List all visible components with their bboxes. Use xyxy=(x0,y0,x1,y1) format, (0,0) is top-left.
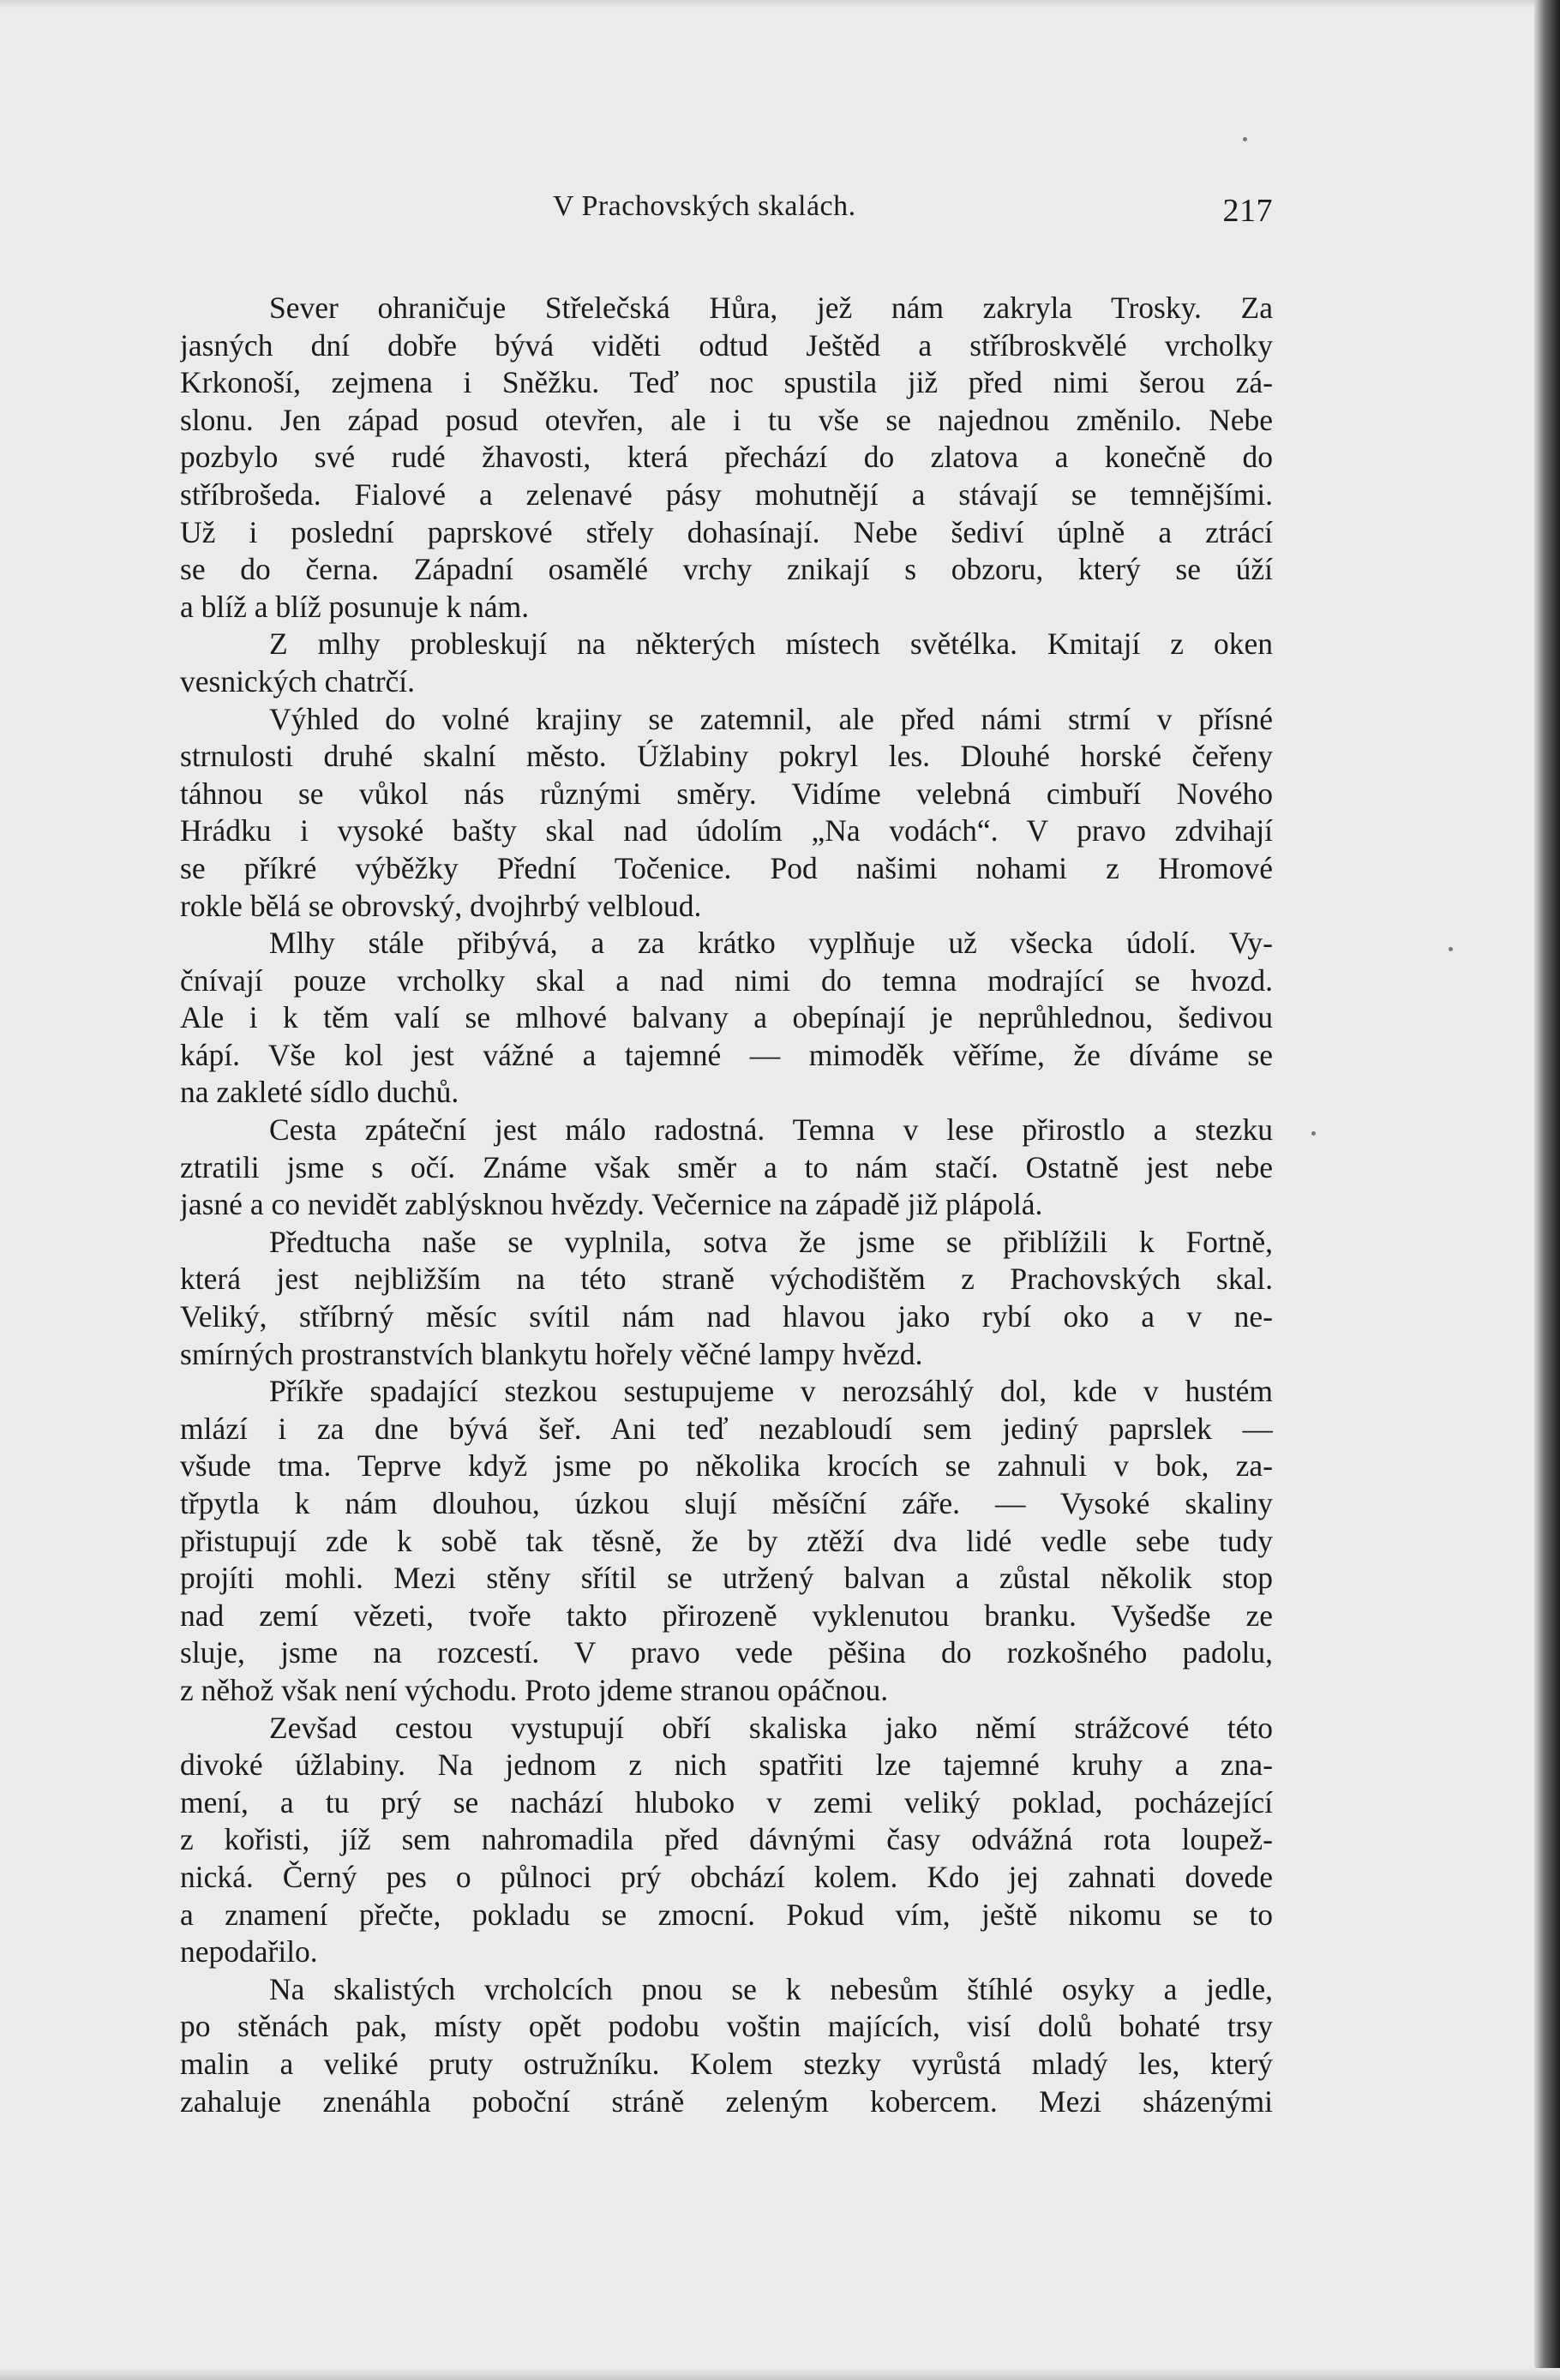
text-line: nad zemí vězeti, tvoře takto přirozeně vyklenutou branku. Vyšedše ze xyxy=(180,1598,1273,1633)
text-line: Mlhy stále přibývá, a za krátko vyplňuje už všecka údolí. Vy- xyxy=(269,926,1273,961)
text-line: všude tma. Teprve když jsme po několika krocích se zahnuli v bok, za- xyxy=(180,1448,1273,1484)
text-line: strnulosti druhé skalní město. Úžlabiny pokryl les. Dlouhé horské čeřeny xyxy=(180,739,1273,774)
text-line: Už i poslední paprskové střely dohasínají. Nebe šediví úplně a ztrácí xyxy=(180,514,1273,549)
page-header xyxy=(180,190,1273,242)
text-line: vesnických chatrčí. xyxy=(180,663,416,698)
text-line: mení, a tu prý se nachází hluboko v zemi veliký poklad, pocházející xyxy=(180,1784,1273,1819)
text-line: a znamení přečte, pokladu se zmocní. Pokud vím, ještě nikomu se to xyxy=(180,1897,1273,1932)
text-line: na zakleté sídlo duchů. xyxy=(180,1075,459,1110)
text-line: Hrádku i vysoké bašty skal nad údolím „Na vodách“. V pravo zdvihají xyxy=(180,813,1273,848)
paragraph xyxy=(180,1224,1273,1373)
text-line: Zevšad cestou vystupují obří skaliska jako němí strážcové této xyxy=(269,1710,1273,1745)
text-line: Krkonoší, zejmena i Sněžku. Teď noc spustila již před nimi šerou zá- xyxy=(180,365,1273,400)
paragraph xyxy=(180,1373,1273,1709)
text-line: se příkré výběžky Přední Točenice. Pod našimi nohami z Hromové xyxy=(180,850,1273,885)
text-line: pozbylo své rudé žhavosti, která přechází do zlatova a konečně do xyxy=(180,440,1273,475)
book-page xyxy=(180,190,1273,2120)
text-line: Cesta zpáteční jest málo radostná. Temna v lese přirostlo a stezku xyxy=(269,1112,1273,1148)
text-line: kápí. Vše kol jest vážné a tajemné — mimoděk věříme, že díváme se xyxy=(180,1037,1273,1072)
text-line: Sever ohraničuje Střelečská Hůra, jež nám zakryla Trosky. Za xyxy=(269,291,1273,325)
paragraph xyxy=(180,290,1273,626)
text-line: která jest nejbližším na této straně východištěm z Prachovských skal. xyxy=(180,1262,1273,1297)
text-line: jasné a co nevidět zablýsknou hvězdy. Večernice na západě již plápolá. xyxy=(180,1187,1043,1222)
text-line: jasných dní dobře bývá viděti odtud Ještěd a stříbroskvělé vrcholky xyxy=(180,327,1273,363)
text-line: Výhled do volné krajiny se zatemnil, ale před námi strmí v přísné xyxy=(269,701,1273,736)
running-title: V Prachovských skalách. xyxy=(553,190,856,222)
text-line: stříbrošeda. Fialové a zelenavé pásy mohutnějí a stávají se temnějšími. xyxy=(180,477,1273,512)
paragraph xyxy=(180,701,1273,926)
text-line: Příkře spadající stezkou sestupujeme v nerozsáhlý dol, kde v hustém xyxy=(269,1374,1273,1409)
text-line: přistupují zde k sobě tak těsně, že by ztěží dva lidé vedle sebe tudy xyxy=(180,1523,1273,1558)
text-line: Předtucha naše se vyplnila, sotva že jsme se přiblížili k Fortně, xyxy=(269,1224,1273,1259)
scan-bottom-edge xyxy=(0,2368,1560,2380)
text-line: Ale i k těm valí se mlhové balvany a obepínají je neprůhlednou, šedivou xyxy=(180,1000,1273,1035)
text-line: nická. Černý pes o půlnoci prý obchází kolem. Kdo jej zahnati dovede xyxy=(180,1859,1273,1894)
paragraph xyxy=(180,626,1273,700)
text-line: projíti mohli. Mezi stěny sřítil se utržený balvan a zůstal několik stop xyxy=(180,1561,1273,1596)
scan-speck xyxy=(1449,947,1453,951)
text-line: Z mlhy probleskují na některých místech světélka. Kmitají z oken xyxy=(269,626,1273,662)
paragraph xyxy=(180,1112,1273,1224)
scan-binding-edge xyxy=(1534,0,1560,2380)
body-text xyxy=(180,290,1273,2120)
scan-speck xyxy=(1243,137,1247,141)
text-line: Veliký, stříbrný měsíc svítil nám nad hlavou jako rybí oko a v ne- xyxy=(180,1299,1273,1334)
text-line: nepodařilo. xyxy=(180,1934,318,1969)
text-line: zahaluje znenáhla poboční stráně zeleným kobercem. Mezi sházenými xyxy=(180,2083,1273,2119)
page-number: 217 xyxy=(1222,193,1273,229)
paragraph xyxy=(180,1971,1273,2120)
scan-top-edge xyxy=(0,0,1560,9)
text-line: a blíž a blíž posunuje k nám. xyxy=(180,589,530,624)
text-line: Na skalistých vrcholcích pnou se k nebesům štíhlé osyky a jedle, xyxy=(269,1971,1273,2006)
paragraph xyxy=(180,925,1273,1112)
text-line: z kořisti, jíž sem nahromadila před dávnými časy odvážná rota loupež- xyxy=(180,1822,1273,1857)
text-line: z něhož však není východu. Proto jdeme stranou opáčnou. xyxy=(180,1672,889,1707)
text-line: malin a veliké pruty ostružníku. Kolem stezky vyrůstá mladý les, který xyxy=(180,2046,1273,2081)
text-line: divoké úžlabiny. Na jednom z nich spatřiti lze tajemné kruhy a zna- xyxy=(180,1748,1273,1783)
text-line: mlází i za dne bývá šeř. Ani teď nezabloudí sem jediný paprslek — xyxy=(180,1411,1273,1446)
text-line: ztratili jsme s očí. Známe však směr a to nám stačí. Ostatně jest nebe xyxy=(180,1149,1273,1184)
paragraph xyxy=(180,1710,1273,1971)
text-line: smírných prostranstvích blankytu hořely věčné lampy hvězd. xyxy=(180,1336,923,1371)
text-line: táhnou se vůkol nás různými směry. Vidíme velebná cimbuří Nového xyxy=(180,776,1273,811)
text-line: třpytla k nám dlouhou, úzkou slují měsíční záře. — Vysoké skaliny xyxy=(180,1486,1273,1520)
text-line: rokle bělá se obrovský, dvojhrbý velbloud. xyxy=(180,888,702,923)
text-line: slonu. Jen západ posud otevřen, ale i tu vše se najednou změnilo. Nebe xyxy=(180,402,1273,437)
text-line: po stěnách pak, místy opět podobu voštin majících, visí dolů bohaté trsy xyxy=(180,2009,1273,2044)
text-line: čnívají pouze vrcholky skal a nad nimi do temna modrající se hvozd. xyxy=(180,962,1273,998)
scan-speck xyxy=(1311,1131,1316,1136)
text-line: sluje, jsme na rozcestí. V pravo vede pěšina do rozkošného padolu, xyxy=(180,1635,1273,1670)
text-line: se do černa. Západní osamělé vrchy znikají s obzoru, který se úží xyxy=(180,552,1273,587)
